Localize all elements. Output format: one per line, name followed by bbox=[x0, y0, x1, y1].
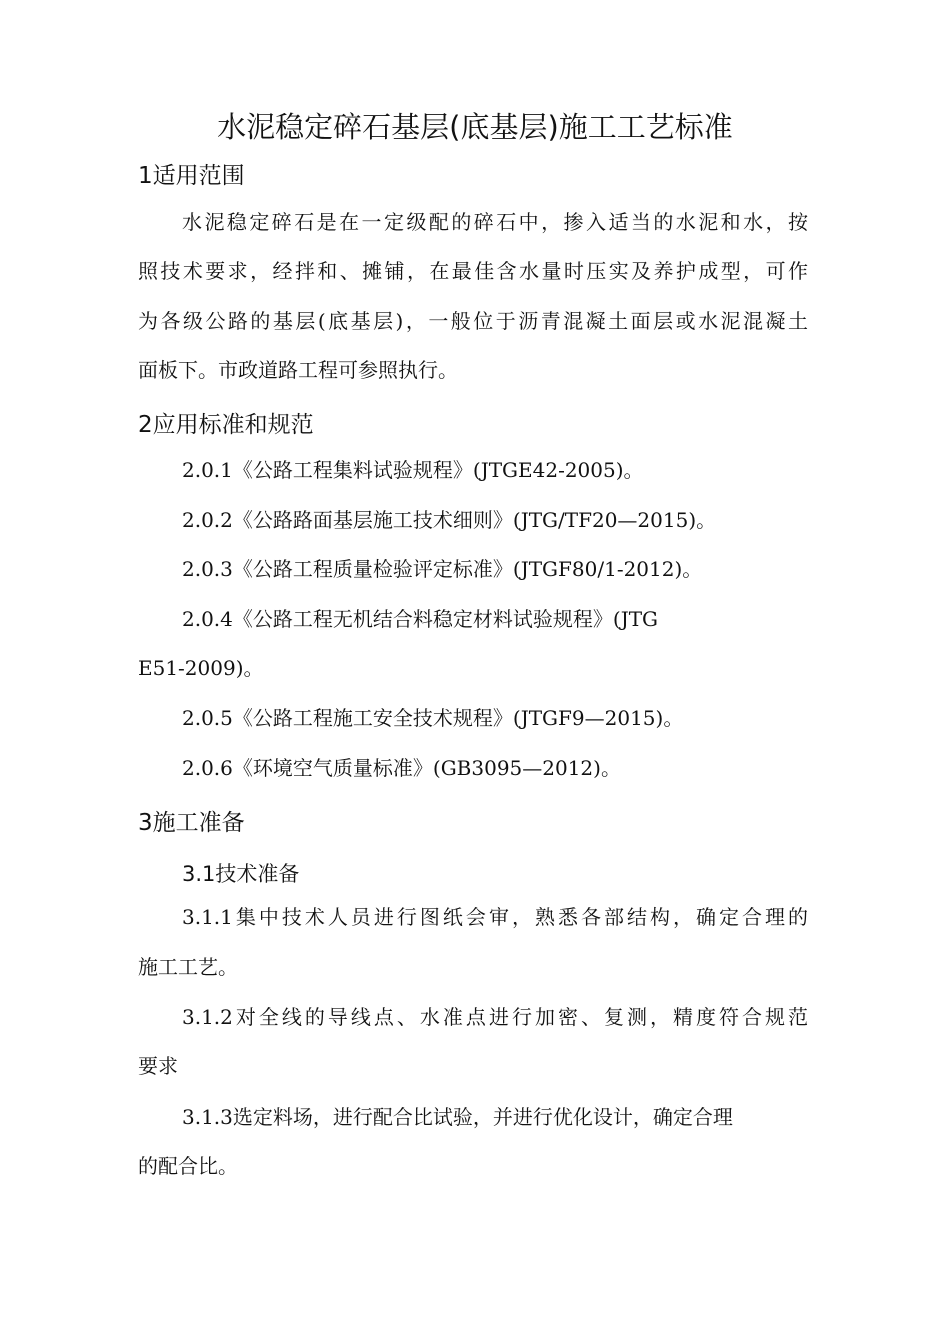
document-title: 水泥稳定碎石基层(底基层)施工工艺标准 bbox=[217, 110, 733, 144]
preparation-item-continuation: 要求 bbox=[138, 1054, 178, 1078]
preparation-item-continuation: 施工工艺。 bbox=[138, 955, 238, 979]
standard-item: 2.0.3《公路工程质量检验评定标准》(JTGF80/1-2012)。 bbox=[182, 557, 703, 581]
preparation-item-continuation: 的配合比。 bbox=[138, 1154, 238, 1178]
section-3-heading: 3施工准备 bbox=[138, 810, 245, 836]
section-3-1-heading: 3.1技术准备 bbox=[182, 862, 300, 886]
section-1-paragraph-line: 面板下。市政道路工程可参照执行。 bbox=[138, 358, 458, 382]
section-1-paragraph-line: 水泥稳定碎石是在一定级配的碎石中，掺入适当的水泥和水，按 bbox=[182, 210, 808, 234]
section-1-heading: 1适用范围 bbox=[138, 163, 245, 189]
standard-item: 2.0.5《公路工程施工安全技术规程》(JTGF9—2015)。 bbox=[182, 706, 684, 730]
standard-item: 2.0.1《公路工程集料试验规程》(JTGE42-2005)。 bbox=[182, 458, 644, 482]
preparation-item: 3.1.3选定料场，进行配合比试验，并进行优化设计，确定合理 bbox=[182, 1105, 733, 1129]
preparation-item: 3.1.2对全线的导线点、水准点进行加密、复测，精度符合规范 bbox=[182, 1005, 808, 1029]
section-1-paragraph-line: 照技术要求，经拌和、摊铺，在最佳含水量时压实及养护成型，可作 bbox=[138, 259, 808, 283]
standard-item-continuation: E51-2009)。 bbox=[138, 656, 264, 680]
section-1-paragraph-line: 为各级公路的基层(底基层)，一般位于沥青混凝土面层或水泥混凝土 bbox=[138, 309, 808, 333]
preparation-item: 3.1.1集中技术人员进行图纸会审，熟悉各部结构，确定合理的 bbox=[182, 905, 808, 929]
section-2-heading: 2应用标准和规范 bbox=[138, 412, 314, 438]
standard-item: 2.0.6《环境空气质量标准》(GB3095—2012)。 bbox=[182, 756, 621, 780]
standard-item: 2.0.2《公路路面基层施工技术细则》(JTG/TF20—2015)。 bbox=[182, 508, 717, 532]
standard-item: 2.0.4《公路工程无机结合料稳定材料试验规程》(JTG bbox=[182, 607, 659, 631]
